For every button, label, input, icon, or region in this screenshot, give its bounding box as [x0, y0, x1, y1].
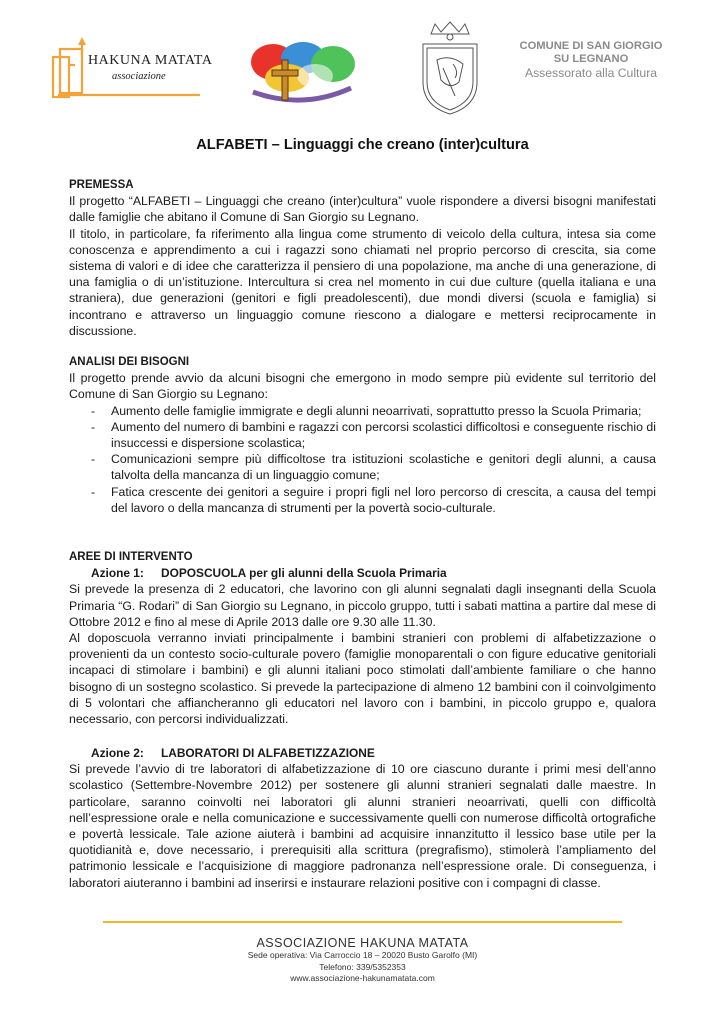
section-azione-2 [69, 745, 656, 891]
colorful-cross-icon [245, 40, 360, 108]
azione-1-number: Azione 1: [91, 566, 144, 581]
colorful-cross-logo [245, 40, 360, 108]
crest-icon [415, 20, 485, 116]
section-analisi [69, 354, 656, 516]
list-item: - Aumento delle famiglie immigrate e degli alunni neoarrivati, soprattutto presso la Scuola Primaria; [91, 403, 656, 419]
footer-phone: Telefono: 339/5352353 [319, 961, 406, 972]
azione-2-number: Azione 2: [91, 746, 144, 760]
hakuna-logo-graphic [50, 35, 225, 105]
hakuna-matata-logo [50, 35, 225, 105]
section-premessa [69, 177, 656, 339]
heading-analisi: ANALISI DEI BISOGNI [69, 356, 190, 368]
assessorato: Assessorato alla Cultura [524, 66, 658, 80]
logo-text-sub: associazione [112, 71, 166, 82]
heading-premessa: PREMESSA [69, 179, 134, 191]
comune-header [491, 40, 691, 80]
premessa-paragraph-1: Il progetto “ALFABETI – Linguaggi che creano (inter)cultura” vuole rispondere a diversi bisogni manifestati dalle famiglie che abitano il Comune di San Giorgio su Legnano. [69, 194, 656, 225]
azione-2-title: LABORATORI DI ALFABETIZZAZIONE [161, 746, 375, 760]
analisi-intro: Il progetto prende avvio da alcuni bisogni che emergono in modo sempre più evidente sul territorio del Comune di San Giorgio su Legnano: [69, 371, 656, 402]
list-item: - Comunicazioni sempre più difficoltose tra istituzioni scolastiche e genitori degli alunni, a causa talvolta della mancanza di un linguaggio comune; [91, 451, 656, 483]
footer-address: Sede operativa: Via Carroccio 18 – 20020 Busto Garolfo (MI) [247, 950, 478, 960]
heading-aree: AREE DI INTERVENTO [69, 551, 193, 563]
footer-website: www.associazione-hakunamatata.com [290, 973, 435, 983]
azione-1-paragraph-2: Al doposcuola verranno inviati principalmente i bambini stranieri con problemi di alfabetizzazione o provenienti da un contesto socio-culturale povero (famiglie monoparentali o con figure educative genitoriali incapaci di stimolare i bambini) e gli alunni italiani poco stimolati dall’ambiente familiare o che hanno bisogno di un sostegno scolastico. Si prevede la partecipazione di almeno 12 bambini con il coinvolgimento di 5 volontari che affiancheranno gli educatori nel lavoro con i bambini, in piccolo gruppo e, qualora necessario, con percorsi individualizzati. [69, 631, 656, 727]
azione-2-heading [69, 745, 656, 761]
comune-name: COMUNE DI SAN GIORGIO [519, 40, 663, 52]
list-item: - Aumento del numero di bambini e ragazzi con percorsi scolastici difficoltosi e conseguente rischio di insuccessi e dispersione scolastica; [91, 419, 656, 451]
section-aree [69, 549, 656, 727]
list-item: - Fatica crescente dei genitori a seguire i propri figli nel loro percorso di crescita, a causa del tempi del lavoro o della mancanza di strumenti per la povertà socio-culturale. [91, 484, 656, 516]
footer-divider [103, 921, 622, 923]
footer [0, 936, 725, 985]
logo-text-main: HAKUNA MATATA [88, 53, 213, 68]
comune-crest [415, 20, 485, 116]
azione-1-heading [69, 565, 656, 581]
azione-2-paragraph-1: Si prevede l’avvio di tre laboratori di alfabetizzazione di 10 ore ciascuno durante i primi mesi dell’anno scolastico (Settembre-Novembre 2012) per sostenere gli alunni stranieri segnalati dalle maestre. In particolare, saranno coinvolti nei laboratori gli alunni stranieri neoarrivati, quelli con difficoltà nell’espressione orale e nella comunicazione e successivamente quelli con numerose difficoltà ortografiche e povertà lessicale. Tale azione aiuterà i bambini ad acquisire innanzitutto il lessico base utile per la quotidianità e, dove necessario, i prerequisiti alla scrittura (pregrafismo), stimolerà l’ampliamento del patrimonio lessicale e l’acquisizione di maggiore padronanza nell’espressione orale. Di conseguenza, i laboratori aiuteranno i bambini ad inserirsi e instaurare relazioni positive con i compagni di classe. [69, 762, 656, 890]
azione-1-title: DOPOSCUOLA per gli alunni della Scuola Primaria [161, 566, 447, 581]
needs-list [69, 403, 656, 516]
comune-name-2: SU LEGNANO [553, 53, 629, 65]
footer-org-name: ASSOCIAZIONE HAKUNA MATATA [256, 936, 469, 950]
premessa-paragraph-2: Il titolo, in particolare, fa riferimento alla lingua come strumento di veicolo della cultura, intesa sia come conoscenza e apprendimento a cui i ragazzi sono chiamati nel proprio percorso di crescita, sia come sistema di valori e di idee che caratterizza il pensiero di una popolazione, ma anche di una generazione, di una famiglia o di un’istituzione. Intercultura si crea nel momento in cui due culture (quella italiana e una straniera), due generazioni (genitori e figli preadolescenti), due mondi diversi (scuola e famiglia) si incontrano e attraverso un linguaggio comune riescono a dialogare e mettersi reciprocamente in discussione. [69, 226, 656, 338]
page-title: ALFABETI – Linguaggi che creano (inter)cultura [196, 137, 529, 153]
azione-1-paragraph-1: Si prevede la presenza di 2 educatori, che lavorino con gli alunni segnalati dagli insegnanti della Scuola Primaria “G. Rodari” di San Giorgio su Legnano, in piccolo gruppo, tutti i sabati mattina a partire dal mese di Ottobre 2012 e fino al mese di Aprile 2013 dalle ore 9.30 alle 11.30. [69, 582, 656, 629]
